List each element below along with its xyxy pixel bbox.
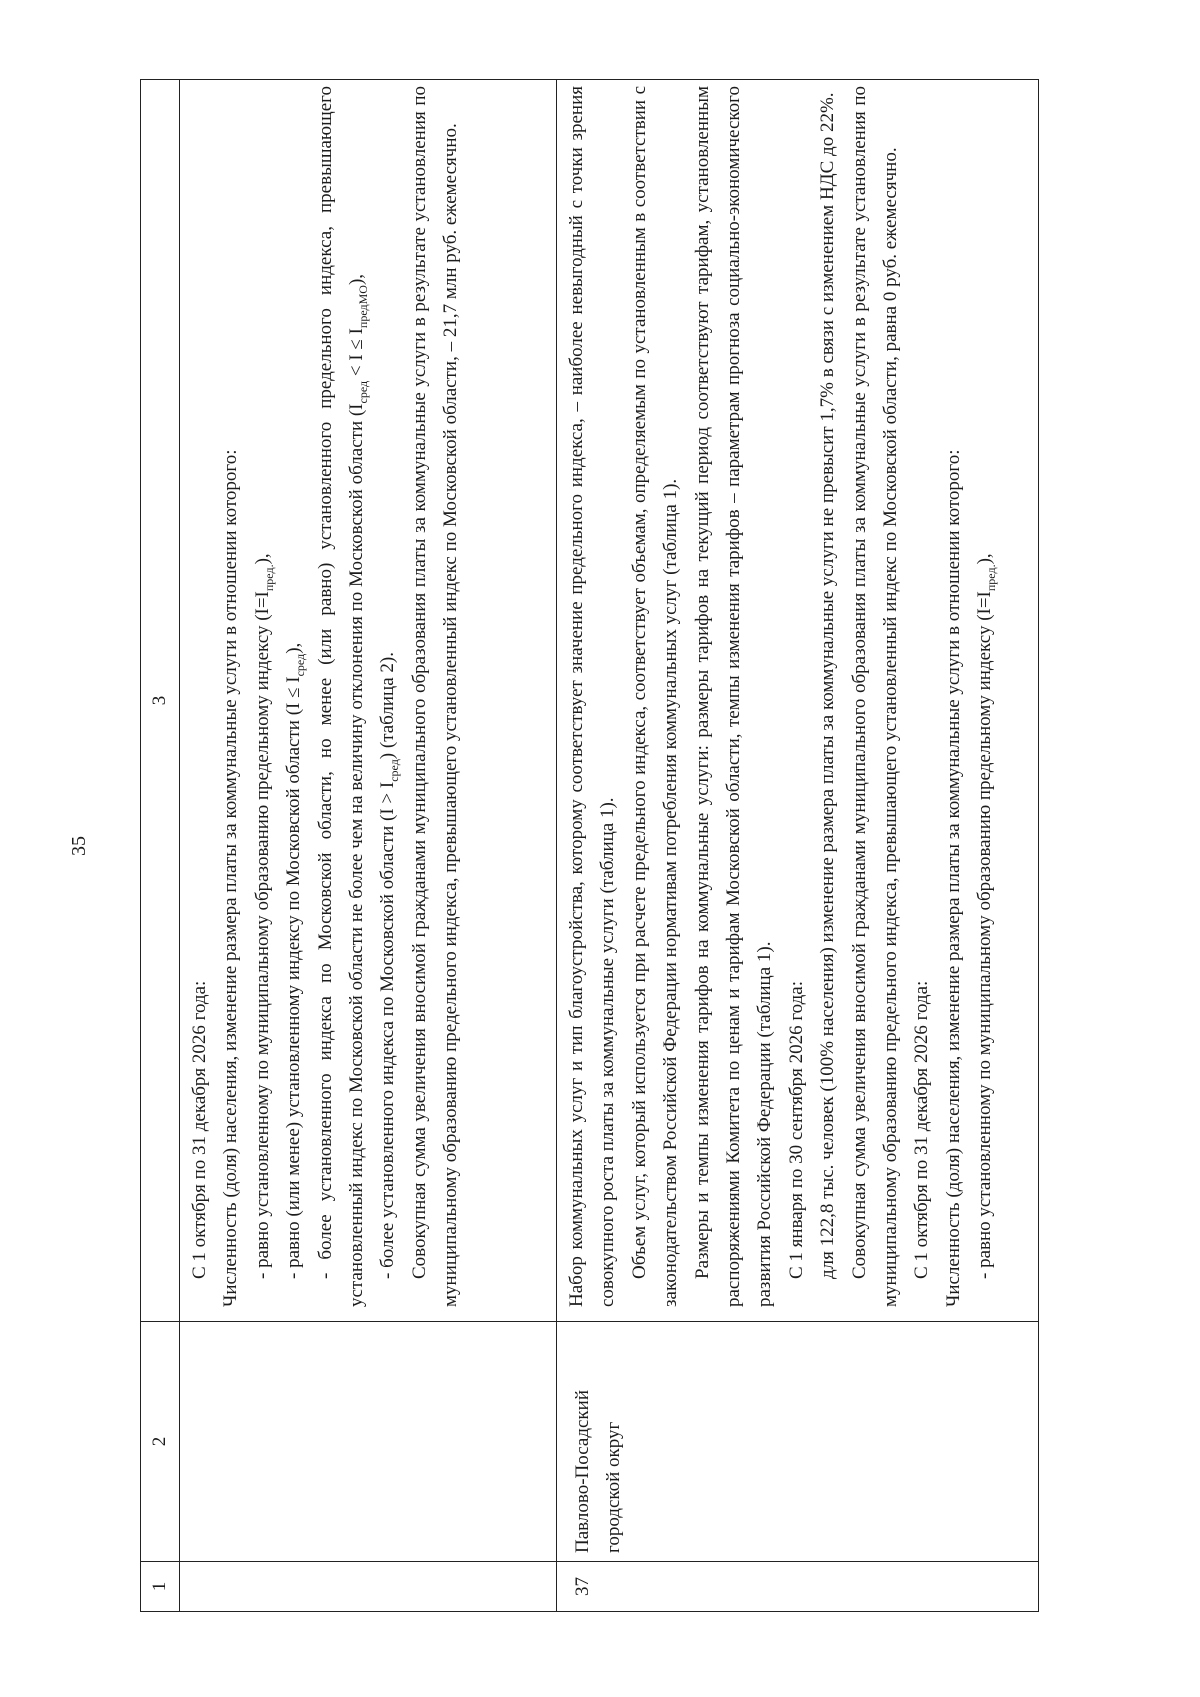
column-header-1: 1 [141,1562,180,1612]
district-name [180,1322,557,1562]
paragraph: С 1 октября по 31 декабря 2026 года: [911,980,933,1279]
row-number [180,1562,557,1612]
column-header-3: 3 [141,80,180,1322]
district-name: Павлово-Посадский городской округ [557,1322,1039,1562]
column-header-2: 2 [141,1322,180,1562]
description-cell [557,80,1039,1322]
paragraph: - более установленного индекса по Московской области, но менее (или равно) установленного предельного индекса, превышающего установленный индекс по Московской области не более чем на величину отклонения по Московской области $(I_{сред} < I \le I_{предМО})$, [314,86,370,1307]
rotated-page-content [140,80,1020,1612]
table-row [180,80,557,1612]
paragraph: Совокупная сумма увеличения вносимой гражданами муниципального образования платы за коммунальные услуги в результате установления по муниципальному образованию предельного индекса, превышающего установленный индекс по Московской области, равна 0 руб. ежемесячно. [848,86,902,1307]
paragraph: Объем услуг, который используется при расчете предельного индекса, соответствует объемам, определяемым по установленным в соответствии с законодательством Российской Федерации нормативам потребления коммунальных услуг (таблица 1). [628,86,682,1307]
paragraph: - равно установленному по муниципальному образованию предельному индексу $(I=I_{пред.})$, [974,553,999,1279]
paragraph: С 1 октября по 31 декабря 2026 года: [189,980,210,1279]
row-number: 37 [557,1562,1039,1612]
paragraph: - равно (или менее) установленному индексу по Московской области $(I \le I_{сред})$, [283,642,308,1279]
paragraph: - равно установленному по муниципальному образованию предельному индексу $(I=I_{пред.})$, [251,553,276,1279]
paragraph: Размеры и темпы изменения тарифов на коммунальные услуги: размеры тарифов на текущий период соответствуют тарифам, установленным распоряжениями Комитета по ценам и тарифам Московской области, темпы изменения тарифов – параметрам прогноза социально-экономического развития Российской Федерации (таблица 1). [691,86,776,1307]
tariff-table [140,79,1039,1612]
paragraph: Совокупная сумма увеличения вносимой гражданами муниципального образования платы за коммунальные услуги в результате установления по муниципальному образованию предельного индекса, превышающего установленный индекс по Московской области, – 21,7 млн руб. ежемесячно. [408,86,462,1307]
paragraph: для 122,8 тыс. человек (100% населения) изменение размера платы за коммунальные услуги не превысит 1,7% в связи с изменением НДС до 22%. [817,92,839,1279]
paragraph: - более установленного индекса по Московской области $(I > I_{сред})$ (таблица 2). [377,652,402,1279]
table-header [141,80,180,1612]
paragraph: С 1 января по 30 сентября 2026 года: [785,980,807,1279]
table-row [557,80,1039,1612]
paragraph: Набор коммунальных услуг и тип благоустройства, которому соответствует значение предельного индекса, – наиболее невыгодный с точки зрения совокупного роста платы за коммунальные услуги (таблица 1). [566,86,619,1307]
description-cell [180,80,557,1322]
paragraph: Численность (доля) населения, изменение размера платы за коммунальные услуги в отношении которого: [220,449,242,1307]
page-number: 35 [68,836,90,856]
paragraph: Численность (доля) населения, изменение размера платы за коммунальные услуги в отношении которого: [942,449,964,1307]
